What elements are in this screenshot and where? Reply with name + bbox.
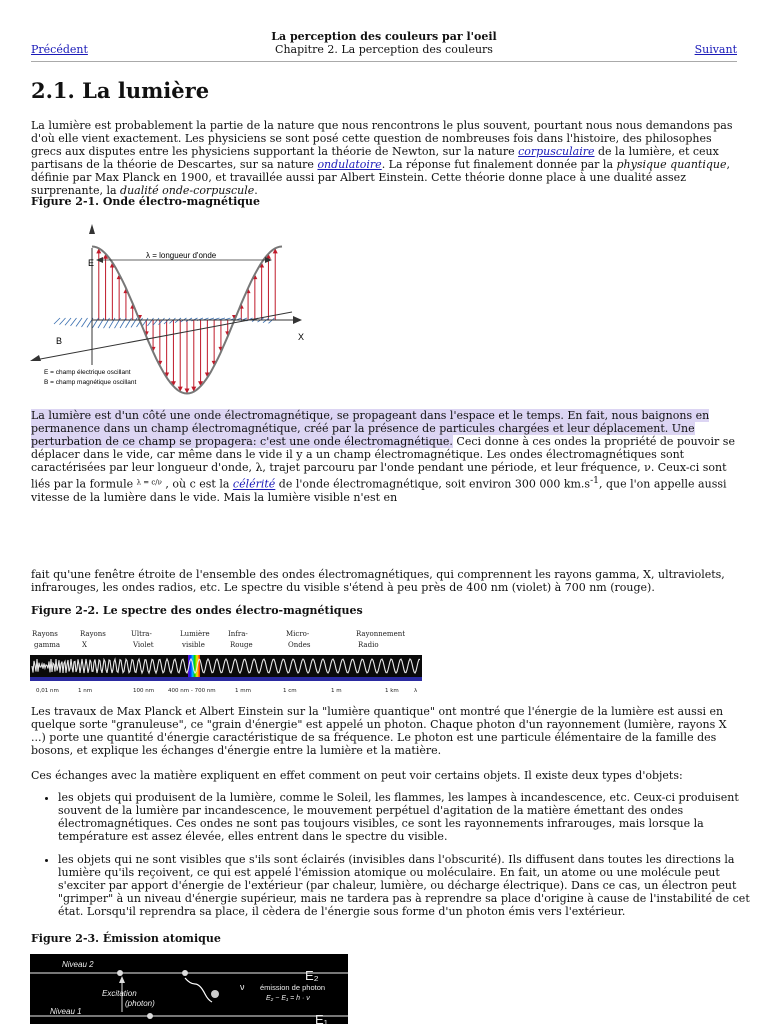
celerite-link[interactable]: célérité	[232, 477, 276, 491]
section-title: 2.1. La lumière	[31, 78, 210, 103]
b-field-hatch	[71, 318, 77, 326]
visible-light-band	[188, 655, 200, 677]
band-label: Ultra-	[131, 630, 152, 638]
e1-label: E₁	[315, 1012, 329, 1024]
scale-labels	[36, 688, 418, 694]
scale-label: 1 m	[331, 688, 342, 694]
b-axis-arrowhead	[30, 355, 41, 361]
atomic-emission-figure	[30, 954, 348, 1024]
scale-label: 0,01 nm	[36, 688, 59, 694]
b-axis-label: B	[56, 336, 63, 346]
header-divider	[31, 61, 737, 62]
e-axis-arrowhead	[89, 224, 95, 234]
band-label: Rayons	[32, 630, 58, 638]
object-types-list	[31, 791, 766, 928]
b-field-hatch	[131, 318, 137, 327]
book-title: La perception des couleurs par l'oeil	[271, 30, 497, 43]
nu-label: ν	[240, 982, 245, 992]
legend-e: E = champ électrique oscillant	[44, 369, 131, 376]
figure1-title: Figure 2-1. Onde électro-magnétique	[31, 195, 260, 208]
b-field-hatch	[65, 318, 71, 325]
b-field-hatch	[153, 318, 159, 325]
level2-label: Niveau 2	[62, 960, 94, 969]
wavelength-formula: λ = c/ν	[136, 478, 162, 487]
b-field-hatch	[76, 318, 82, 326]
x-axis-arrowhead	[293, 316, 302, 324]
electron-level2b	[182, 970, 188, 976]
band-label: Ondes	[288, 641, 311, 649]
list-item: • les objets qui produisent de la lumière, comme le Soleil, les flammes, les lampes à incandescence, etc. Ceux-ci produisent souvent de la lumière par incandescence, le mouvement perpétuel d'agitation de la matière émettant des ondes électromagnétiques. Ces ondes ne sont pas toujours visibles, ce sont les rayonnements infrarouges, mais lorsque la température est assez élevée, elles entrent dans le spectre du visible.	[58, 791, 766, 843]
band-label: Micro-	[286, 630, 310, 638]
scale-label: 1 km	[385, 688, 399, 694]
electron-level2a	[117, 970, 123, 976]
chapter-title: Chapitre 2. La perception des couleurs	[275, 43, 493, 56]
wave-paragraph: La lumière est d'un côté une onde électromagnétique, se propageant dans l'espace et le temps. En fait, nous baignons en permanence dans un champ électromagnétique, créé par la présence de particules chargées et leur déplacement. Une perturbation de ce champ se propagera: c'est une onde électromagnétique. Ceci donne à ces ondes la propriété de pouvoir se déplacer dans le vide, car même dans le vide il y a un champ électromagnétique. Les ondes électromagnétiques sont caractérisées par leur longueur d'onde, λ, trajet parcouru par l'onde pendant une période, et leur fréquence, ν. Ceux-ci sont liés par la formule $^{\lambda = c/\nu}$ , où c est la célérité de l'onde électromagnétique, soit environ 300 000 $km.s^{-1}$, que l'on appelle aussi vitesse de la lumière dans le vide. Mais la lumière visible n'est en	[31, 409, 735, 504]
x-axis-label: X	[298, 332, 305, 342]
object-types-intro: Ces échanges avec la matière expliquent en effet comment on peut voir certains objets. Il existe deux types d'objets:	[31, 769, 683, 782]
band-label: X	[82, 641, 87, 649]
band-label: gamma	[34, 641, 61, 649]
legend-b: B = champ magnétique oscillant	[44, 379, 137, 386]
scale-label: λ	[414, 688, 418, 694]
scale-label: 100 nm	[133, 688, 155, 694]
b-field-hatch	[142, 318, 148, 326]
b-field-hatch	[54, 318, 60, 324]
electron-level1	[147, 1013, 153, 1019]
scale-label: 1 cm	[283, 688, 297, 694]
b-field-hatch	[60, 318, 66, 325]
scale-label: 400 nm - 700 nm	[168, 688, 216, 694]
photon-flash	[211, 990, 219, 998]
photon-paragraph: Les travaux de Max Planck et Albert Einstein sur la "lumière quantique" ont montré que l'énergie de la lumière est aussi en quelque sorte "granuleuse", ce "grain d'énergie" est appelé un photon. Chaque photon d'un rayonnement (lumière, rayons X ...) porte une quantité d'énergie caractéristique de sa fréquence. Le photon est une particule élémentaire de la famille des bosons, et explique les échanges d'énergie entre la lumière et la matière.	[31, 705, 727, 757]
next-link[interactable]: Suivant	[694, 43, 737, 56]
scale-label: 1 nm	[78, 688, 93, 694]
band-label: Radio	[358, 641, 379, 649]
photon-label: (photon)	[125, 999, 155, 1008]
figure3-title: Figure 2-3. Émission atomique	[31, 932, 221, 945]
level1-label: Niveau 1	[50, 1007, 82, 1016]
emission-formula: E₂ − E₁ = h · ν	[266, 995, 310, 1002]
e2-label: E₂	[305, 968, 319, 983]
excitation-label: Excitation	[102, 989, 137, 998]
b-field-hatch	[93, 318, 99, 328]
ondulatoire-link[interactable]: ondulatoire	[317, 158, 382, 171]
wavelength-label: λ = longueur d'onde	[146, 251, 217, 260]
band-label: Rayons	[80, 630, 106, 638]
b-field-hatch	[120, 318, 126, 328]
band-label: Rouge	[230, 641, 253, 649]
em-spectrum-figure	[30, 626, 430, 698]
figure2-title: Figure 2-2. Le spectre des ondes électro-magnétiques	[31, 604, 363, 617]
corpusculaire-link[interactable]: corpusculaire	[518, 145, 595, 158]
previous-link[interactable]: Précédent	[31, 43, 88, 56]
list-item: • les objets qui ne sont visibles que s'ils sont éclairés (invisibles dans l'obscurité). Ils diffusent dans toutes les directions la lumière qu'ils reçoivent, ce qui est appelé l'émission atomique ou moléculaire. En fait, un atome ou une molécule peut s'exciter par apport d'énergie de l'extérieur (par chaleur, lumière, ou décharge électrique). Dans ce cas, un électron peut "grimper" à un niveau d'énergie supérieur, mais ne tardera pas à reprendre sa place d'origine à cause de l'instabilité de cet état. Lorsqu'il reprendra sa place, il cèdera de l'énergie sous forme d'un photon émis vers l'extérieur.	[58, 853, 766, 918]
b-field-hatch	[269, 318, 275, 323]
scale-bar	[30, 677, 422, 681]
band-label: Infra-	[228, 630, 248, 638]
intro-paragraph: La lumière est probablement la partie de la nature que nous rencontrons le plus souvent, pourtant nous nous demandons pas d'où elle vient exactement. Les physiciens se sont posé cette question de nombreuses fois dans l'histoire, des philosophes grecs aux disputes entre les physiciens supportant la théorie de Newton, sur la nature corpusculaire de la lumière, et ceux partisans de la théorie de Descartes, sur sa nature ondulatoire. La réponse fut finalement donnée par la physique quantique, définie par Max Planck en 1900, et travaillée aussi par Albert Einstein. Cette théorie donne place à une dualité assez surprenante, la dualité onde-corpuscule.	[31, 119, 733, 197]
highlighted-sentence: La lumière est d'un côté une onde électromagnétique, se propageant dans l'espace et le temps. En fait, nous baignons en permanence dans un champ électromagnétique, créé par la présence de particules chargées et leur déplacement. Une perturbation de ce champ se propagera: c'est une onde électromagnétique.	[31, 409, 710, 448]
scale-label: 1 mm	[235, 688, 251, 694]
band-label: Rayonnement	[356, 630, 406, 638]
em-wave-figure	[30, 220, 330, 395]
band-label: Violet	[133, 641, 154, 649]
emission-label: émission de photon	[260, 983, 326, 992]
b-field-hatch	[170, 318, 176, 323]
band-label: visible	[182, 641, 205, 649]
e-axis-label: E	[88, 258, 95, 268]
band-labels	[32, 630, 405, 649]
b-field-hatch	[82, 318, 88, 327]
visible-window-paragraph: fait qu'une fenêtre étroite de l'ensemble des ondes électromagnétiques, qui comprennent les rayons gamma, X, ultraviolets, infrarouges, les ondes radios, etc. Le spectre du visible s'étend à peu près de 400 nm (violet) à 700 nm (rouge).	[31, 568, 725, 594]
band-label: Lumière	[180, 630, 210, 638]
